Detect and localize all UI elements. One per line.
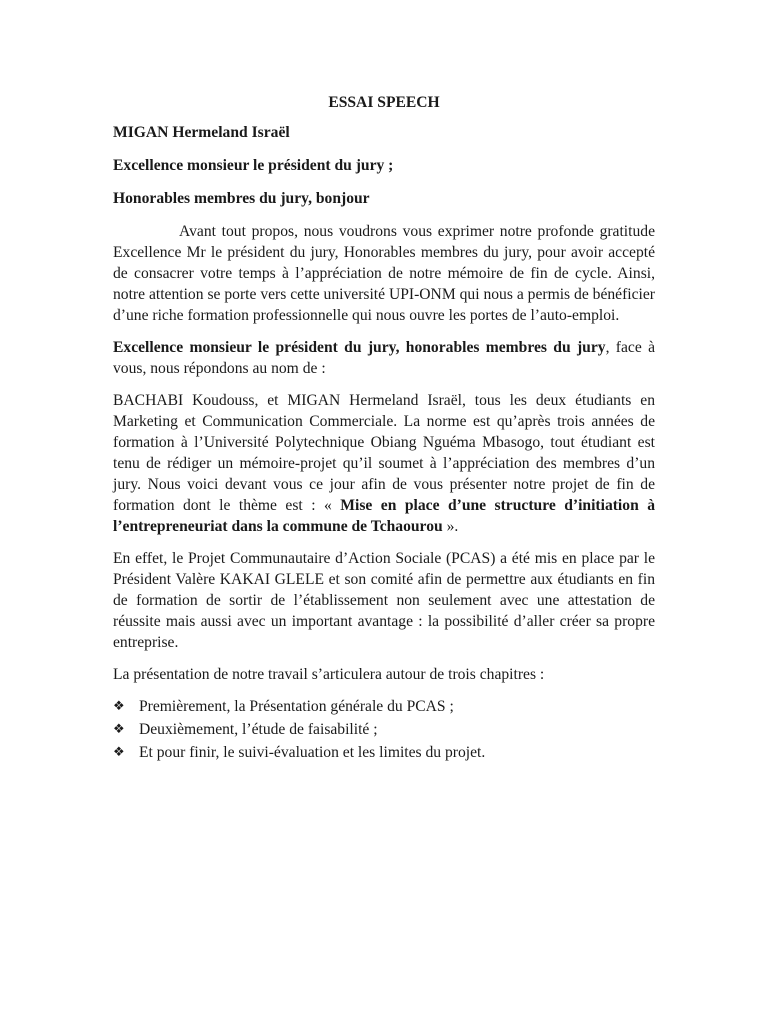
salutation-members: Honorables membres du jury, bonjour [113, 190, 370, 207]
paragraph-introduction [113, 390, 655, 537]
list-item [113, 719, 655, 740]
paragraph-introduction-end: ». [442, 518, 459, 535]
list-item-text: Et pour finir, le suivi-évaluation et les limites du projet. [139, 744, 486, 761]
paragraph-address-rest: , face à vous, nous répondons au nom de : [113, 339, 655, 377]
paragraph-gratitude: Avant tout propos, nous voudrons vous exprimer notre profonde gratitude Excellence Mr le président du jury, Honorables membres du jury, pour avoir accepté de consacrer votre temps à l’appréciation de notre mémoire de fin de cycle. Ainsi, notre attention se porte vers cette université UPI-ONM qui nous a permis de bénéficier d’une riche formation professionnelle qui nous ouvre les portes de l’auto-emploi. [113, 223, 655, 324]
diamond-bullet-icon: ❖ [113, 722, 125, 737]
paragraph-outline: La présentation de notre travail s’articulera autour de trois chapitres : [113, 666, 545, 683]
list-item-text: Deuxièmement, l’étude de faisabilité ; [139, 721, 378, 738]
author-name: MIGAN Hermeland Israël [113, 124, 290, 141]
project-theme: Mise en place d’une structure d’initiation à l’entrepreneuriat dans la commune de Tchaourou [113, 497, 655, 535]
paragraph-address [113, 337, 655, 379]
document-title: ESSAI SPEECH [328, 94, 440, 111]
list-item [113, 742, 655, 763]
diamond-bullet-icon: ❖ [113, 745, 125, 760]
paragraph-pcas: En effet, le Projet Communautaire d’Action Sociale (PCAS) a été mis en place par le Président Valère KAKAI GLELE et son comité afin de permettre aux étudiants en fin de formation de sortir de l’établissement non seulement avec une attestation de réussite mais aussi avec un important avantage : la possibilité d’aller créer sa propre entreprise. [113, 550, 655, 651]
chapter-list [113, 696, 655, 763]
list-item [113, 696, 655, 717]
paragraph-address-bold: Excellence monsieur le président du jury, honorables membres du jury [113, 339, 606, 356]
paragraph-introduction-text: BACHABI Koudouss, et MIGAN Hermeland Israël, tous les deux étudiants en Marketing et Communication Commerciale. La norme est qu’après trois années de formation à l’Université Polytechnique Obiang Nguéma Mbasogo, tout étudiant est tenu de rédiger un mémoire-projet qu’il soumet à l’appréciation des membres d’un jury. Nous voici devant vous ce jour afin de vous présenter notre projet de fin de formation dont le thème est : « [113, 392, 655, 514]
salutation-president: Excellence monsieur le président du jury ; [113, 157, 394, 174]
list-item-text: Premièrement, la Présentation générale du PCAS ; [139, 698, 454, 715]
diamond-bullet-icon: ❖ [113, 699, 125, 714]
document-page [113, 92, 655, 765]
